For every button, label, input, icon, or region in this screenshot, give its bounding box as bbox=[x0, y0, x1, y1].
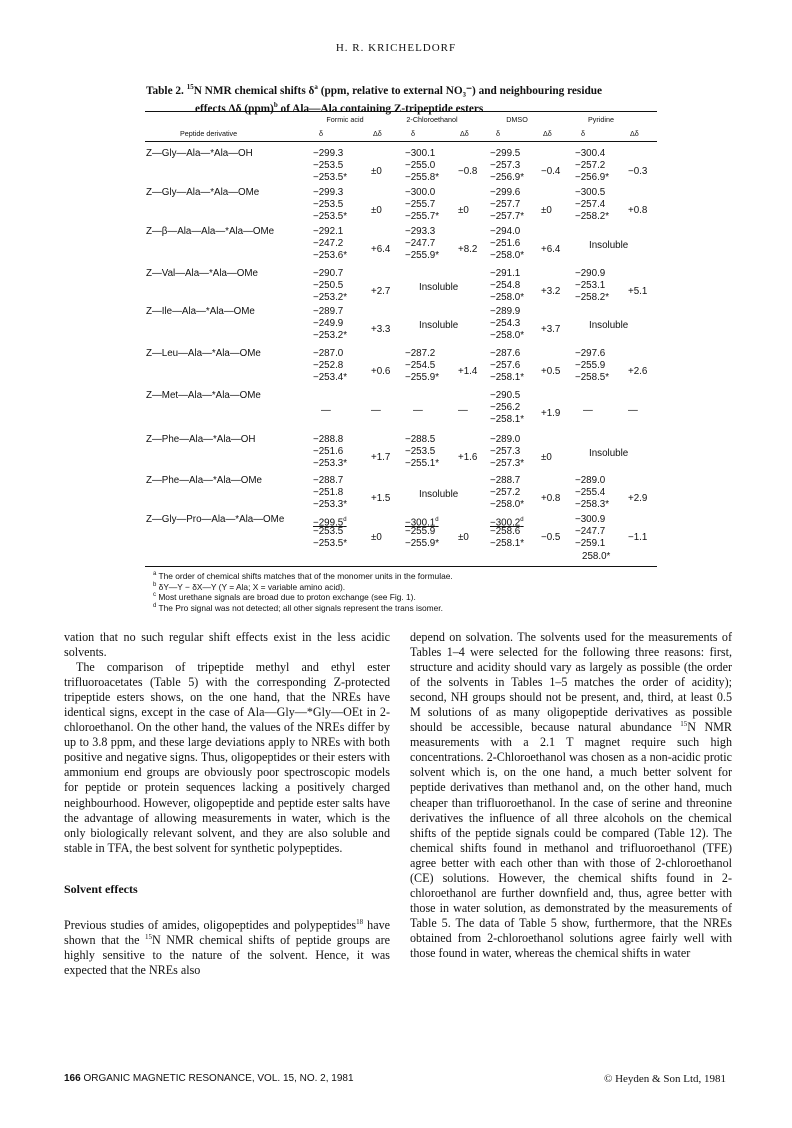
chemical-shift-value: 258.0* bbox=[582, 550, 611, 562]
chemical-shift-value: −255.0 bbox=[405, 160, 436, 172]
chemical-shift-value: −258.0* bbox=[490, 292, 525, 304]
neighbour-effect-value: +2.6 bbox=[628, 365, 648, 377]
chemical-shift-value: −257.3 bbox=[490, 160, 521, 172]
solvent-header: Formic acid bbox=[326, 115, 364, 124]
left-para-2: The comparison of tripeptide methyl and ethyl ester trifluoroacetates (Table 5) with the corresponding Z-protected tripeptide esters shows, on the one hand, that the NREs have identical signs, except in the case of Ala—Gly—*Gly—OEt in 2-chloroethanol. On the other hand, the values of the NREs differ by up to 3.8 ppm, and these large deviations apply to NREs with both positive and negative signs. Thus, oligopeptides or their esters with ammonium end groups are obviously poor spectroscopic models for peptide or protein sequences lacking a positively charged neighbourhood. However, oligopeptide and peptide ester salts have the advantage of allowing measurements in water, which is the only biologically relevant solvent, and they are also soluble and stable in TFA, the best solvent for synthetic polypeptides. bbox=[64, 660, 390, 855]
neighbour-effect-value: +3.2 bbox=[541, 285, 561, 297]
chemical-shift-value: −300.4 bbox=[575, 148, 606, 159]
chemical-shift-value: −300.9 bbox=[575, 514, 606, 525]
neighbour-effect-value: −0.8 bbox=[458, 165, 478, 177]
table-bottom-rule bbox=[145, 566, 657, 567]
neighbour-effect-value: +1.4 bbox=[458, 365, 478, 377]
column-header-delta: δ bbox=[411, 129, 416, 138]
neighbour-effect-value: +1.7 bbox=[371, 451, 391, 463]
footnote-mark: c bbox=[153, 592, 156, 598]
neighbour-effect-value: +0.8 bbox=[628, 204, 648, 216]
chemical-shift-value: −258.1* bbox=[490, 414, 525, 426]
footnote-mark: b bbox=[153, 581, 157, 588]
chemical-shift-value: −288.7 bbox=[313, 475, 344, 486]
chemical-shift-value: −258.2* bbox=[575, 292, 610, 304]
chemical-shift-value: −258.3* bbox=[575, 499, 610, 511]
neighbour-effect-value: −0.5 bbox=[541, 531, 561, 543]
chemical-shift-value: −253.5* bbox=[313, 211, 348, 223]
neighbour-effect-value: +2.7 bbox=[371, 285, 391, 297]
chemical-shift-value: −292.1 bbox=[313, 226, 344, 237]
chemical-shift-value: −253.3* bbox=[313, 458, 348, 470]
chemical-shift-value: −258.5* bbox=[575, 372, 610, 384]
chemical-shift-value: −251.6 bbox=[313, 446, 344, 458]
chemical-shift-value: −300.1$^d$ bbox=[405, 517, 439, 529]
solvent-header: 2-Chloroethanol bbox=[406, 115, 458, 124]
neighbour-effect-value: ±0 bbox=[458, 531, 469, 543]
chemical-shift-value: −290.9 bbox=[575, 268, 606, 279]
chemical-shift-value: −291.1 bbox=[490, 268, 521, 279]
chemical-shift-value: −255.9* bbox=[405, 538, 440, 550]
chemical-shift-value: −258.6 bbox=[490, 526, 521, 538]
chemical-shift-value: −256.2 bbox=[490, 402, 521, 414]
peptide-derivative: Z—Leu—Ala—*Ala—OMe bbox=[146, 348, 261, 359]
running-head: H. R. KRICHELDORF bbox=[335, 42, 457, 54]
section-title: Solvent effects bbox=[64, 881, 138, 896]
chemical-shift-value: −257.3* bbox=[490, 458, 525, 470]
chemical-shift-value: −257.2 bbox=[575, 160, 606, 172]
chemical-shift-value: −255.9 bbox=[575, 360, 606, 372]
neighbour-effect-value: +6.4 bbox=[371, 243, 391, 255]
footnote-mark: d bbox=[153, 602, 157, 609]
insoluble-label: Insoluble bbox=[589, 448, 629, 460]
chemical-shift-value: −299.5$^d$ bbox=[313, 517, 347, 529]
left-column bbox=[64, 630, 390, 978]
chemical-shift-value: −289.0 bbox=[575, 475, 606, 486]
chemical-shift-value: −294.0 bbox=[490, 226, 521, 237]
neighbour-effect-value: +6.4 bbox=[541, 243, 561, 255]
em-dash: — bbox=[458, 405, 468, 417]
chemical-shift-value: −299.5 bbox=[490, 148, 521, 159]
footer-copyright: © Heyden & Son Ltd, 1981 bbox=[603, 1073, 726, 1085]
neighbour-effect-value: +1.5 bbox=[371, 492, 391, 504]
footnote-text: δY—Y − δX—Y (Y = Ala; X = variable amino acid). bbox=[156, 581, 346, 592]
chemical-shift-value: −255.9 bbox=[405, 526, 436, 538]
footnote-text: The order of chemical shifts matches that of the monomer units in the formulae. bbox=[156, 570, 453, 581]
footnote-mark: d bbox=[343, 517, 347, 523]
peptide-derivative: Z—Met—Ala—*Ala—OMe bbox=[146, 390, 261, 401]
chemical-shift-value: −254.3 bbox=[490, 318, 521, 330]
chemical-shift-value: −249.9 bbox=[313, 318, 344, 330]
chemical-shift-value: −287.2 bbox=[405, 348, 436, 359]
chemical-shift-value: −255.9* bbox=[405, 250, 440, 262]
neighbour-effect-value: +8.2 bbox=[458, 243, 478, 255]
neighbour-effect-value: −0.4 bbox=[541, 165, 561, 177]
peptide-derivative: Z—Val—Ala—*Ala—OMe bbox=[146, 268, 258, 279]
chemical-shift-value: −259.1 bbox=[575, 538, 606, 550]
neighbour-effect-value: ±0 bbox=[458, 204, 469, 216]
neighbour-effect-value: +0.6 bbox=[371, 365, 391, 377]
footnote-mark: a bbox=[153, 571, 157, 577]
footnote bbox=[153, 601, 673, 613]
chemical-shift-value: −258.1* bbox=[490, 538, 525, 550]
chemical-shift-value: −290.7 bbox=[313, 268, 344, 279]
chemical-shift-value: −253.6* bbox=[313, 250, 348, 262]
chemical-shift-value: −253.4* bbox=[313, 372, 348, 384]
caption-line-1: Table 2. $^{15}$N NMR chemical shifts $\delta^a$ (ppm, relative to external NO₃⁻) and neighbouring residue bbox=[146, 83, 603, 97]
chemical-shift-value: −247.7 bbox=[575, 526, 606, 538]
peptide-derivative: Z—Gly—Ala—*Ala—OH bbox=[146, 148, 253, 159]
peptide-derivative: Z—β—Ala—Ala—*Ala—OMe bbox=[146, 226, 275, 237]
neighbour-effect-value: ±0 bbox=[541, 204, 552, 216]
chemical-shift-value: −258.0* bbox=[490, 250, 525, 262]
column-header-derivative: Peptide derivative bbox=[180, 129, 238, 138]
chemical-shift-value: −257.6 bbox=[490, 360, 521, 372]
chemical-shift-value: −253.1 bbox=[575, 280, 606, 292]
chemical-shift-value: −253.5 bbox=[405, 446, 436, 458]
neighbour-effect-value: +3.3 bbox=[371, 323, 391, 335]
column-header-delta: δ bbox=[581, 129, 586, 138]
chemical-shift-value: −300.2$^d$ bbox=[490, 517, 524, 529]
insoluble-label: Insoluble bbox=[419, 282, 459, 294]
chemical-shift-value: −255.7 bbox=[405, 199, 436, 211]
chemical-shift-value: −300.0 bbox=[405, 187, 436, 198]
neighbour-effect-value: +1.6 bbox=[458, 451, 478, 463]
chemical-shift-value: −257.7* bbox=[490, 211, 525, 223]
chemical-shift-value: −255.1* bbox=[405, 458, 440, 470]
chemical-shift-value: −254.5 bbox=[405, 360, 436, 372]
chemical-shift-value: −255.8* bbox=[405, 172, 440, 184]
chemical-shift-value: −257.4 bbox=[575, 199, 606, 211]
peptide-derivative: Z—Phe—Ala—*Ala—OH bbox=[146, 434, 256, 445]
chemical-shift-value: −256.9* bbox=[490, 172, 525, 184]
neighbour-effect-value: ±0 bbox=[371, 531, 382, 543]
column-header-delta: δ bbox=[319, 129, 324, 138]
chemical-shift-value: −293.3 bbox=[405, 226, 436, 237]
right-para-1: depend on solvation. The solvents used for the measurements of Tables 1–4 were selected for the following three reasons: first, structure and acidity should vary as largely as possible (the order of the solvents in Tables 1–5 matches the order of acidity); second, NH groups should not be present, and, third, at least 0.5 M solutions of as many oligopeptide derivatives as possible should be accessible, because natural abundance $^{15}$N NMR measurements with a 2.1 T magnet require such high concentrations. 2-Chloroethanol was chosen as a non-acidic protic solvent which is, on the one hand, a much better solvent for peptide derivatives than methanol and, on the other hand, much cheaper than trifluoroethanol. In the case of serine and threonine derivatives the influence of all three alcohols on the chemical shifts of the peptide signals could be compared (Table 12). The chemical shifts found in methanol and trifluoroethanol (TFE) agree better with each other than with those of 2-chloroethanol (CE) solutions. However, the chemical shifts found in 2-chloroethanol are further downfield and, thus, agree better with those in water solution, as demonstrated by the measurements of Table 5. The data of Table 5 show, furthermore, that the NREs obtained from 2-chloroethanol solutions agree fairly well with those found in water, whereas the chemical shifts in water bbox=[410, 630, 732, 960]
peptide-derivative: Z—Gly—Pro—Ala—*Ala—OMe bbox=[146, 514, 285, 525]
neighbour-effect-value: +3.7 bbox=[541, 323, 561, 335]
neighbour-effect-value: ±0 bbox=[371, 204, 382, 216]
chemical-shift-value: −253.5* bbox=[313, 172, 348, 184]
chemical-shift-value: −247.2 bbox=[313, 238, 344, 250]
footnote-mark: d bbox=[435, 517, 439, 523]
chemical-shift-value: −290.5 bbox=[490, 390, 521, 401]
em-dash: — bbox=[321, 405, 331, 417]
chemical-shift-value: −251.6 bbox=[490, 238, 521, 250]
peptide-derivative: Z—Ile—Ala—*Ala—OMe bbox=[146, 306, 255, 317]
footnote-text: The Pro signal was not detected; all other signals represent the trans isomer. bbox=[156, 602, 443, 613]
footnote-mark: d bbox=[520, 517, 524, 523]
em-dash: — bbox=[413, 405, 423, 417]
chemical-shift-value: −257.3 bbox=[490, 446, 521, 458]
chemical-shift-value: −253.3* bbox=[313, 499, 348, 511]
table-header-rule bbox=[145, 141, 657, 142]
chemical-shift-value: −297.6 bbox=[575, 348, 606, 359]
chemical-shift-value: −253.5 bbox=[313, 160, 344, 172]
chemical-shift-value: −300.5 bbox=[575, 187, 606, 198]
chemical-shift-value: −288.5 bbox=[405, 434, 436, 445]
chemical-shift-value: −287.6 bbox=[490, 348, 521, 359]
chemical-shift-value: −247.7 bbox=[405, 238, 436, 250]
chemical-shift-value: −300.1 bbox=[405, 148, 436, 159]
em-dash: — bbox=[371, 405, 381, 417]
peptide-derivative: Z—Gly—Ala—*Ala—OMe bbox=[146, 187, 260, 198]
neighbour-effect-value: +5.1 bbox=[628, 285, 648, 297]
chemical-shift-value: −299.6 bbox=[490, 187, 521, 198]
chemical-shift-value: −256.9* bbox=[575, 172, 610, 184]
chemical-shift-value: −289.9 bbox=[490, 306, 521, 317]
chemical-shift-value: −288.8 bbox=[313, 434, 344, 445]
chemical-shift-value: −258.2* bbox=[575, 211, 610, 223]
chemical-shift-value: −255.9* bbox=[405, 372, 440, 384]
solvent-header: Pyridine bbox=[588, 115, 614, 124]
chemical-shift-value: −257.7 bbox=[490, 199, 521, 211]
neighbour-effect-value: +1.9 bbox=[541, 407, 561, 419]
em-dash: — bbox=[583, 405, 593, 417]
insoluble-label: Insoluble bbox=[589, 320, 629, 332]
chemical-shift-value: −255.7* bbox=[405, 211, 440, 223]
chemical-shift-value: −299.3 bbox=[313, 187, 344, 198]
insoluble-label: Insoluble bbox=[419, 320, 459, 332]
chemical-shift-value: −258.0* bbox=[490, 499, 525, 511]
chemical-shift-value: −252.8 bbox=[313, 360, 344, 372]
neighbour-effect-value: +0.5 bbox=[541, 365, 561, 377]
chemical-shift-value: −251.8 bbox=[313, 487, 344, 499]
solvent-header: DMSO bbox=[506, 115, 528, 124]
neighbour-effect-value: −0.3 bbox=[628, 165, 648, 177]
peptide-derivative: Z—Phe—Ala—*Ala—OMe bbox=[146, 475, 262, 486]
chemical-shift-value: −253.5* bbox=[313, 538, 348, 550]
chemical-shift-value: −258.1* bbox=[490, 372, 525, 384]
chemical-shift-value: −289.7 bbox=[313, 306, 344, 317]
chemical-shift-value: −257.2 bbox=[490, 487, 521, 499]
neighbour-effect-value: +2.9 bbox=[628, 492, 648, 504]
right-column bbox=[410, 630, 732, 961]
chemical-shift-value: −289.0 bbox=[490, 434, 521, 445]
column-header-Delta-delta: Δδ bbox=[543, 129, 552, 138]
chemical-shift-value: −258.0* bbox=[490, 330, 525, 342]
chemical-shift-value: −250.5 bbox=[313, 280, 344, 292]
insoluble-label: Insoluble bbox=[589, 240, 629, 252]
chemical-shift-value: −253.2* bbox=[313, 292, 348, 304]
neighbour-effect-value: +0.8 bbox=[541, 492, 561, 504]
neighbour-effect-value: −1.1 bbox=[628, 531, 648, 543]
caption-line-2: effects Δδ (ppm)$^b$ of Ala—Ala containing Z-tripeptide esters bbox=[195, 100, 484, 115]
left-para-1: vation that no such regular shift effects exist in the less acidic solvents. bbox=[64, 630, 390, 660]
footer-journal: 166 ORGANIC MAGNETIC RESONANCE, VOL. 15, NO. 2, 1981 bbox=[64, 1073, 354, 1084]
insoluble-label: Insoluble bbox=[419, 489, 459, 501]
left-para-3: Previous studies of amides, oligopeptides and polypeptides$^{18}$ have shown that the $^{15}$N NMR chemical shifts of peptide groups are highly sensitive to the nature of the solvent. Hence, it was expected that the NREs also bbox=[64, 917, 390, 977]
chemical-shift-value: −253.5 bbox=[313, 199, 344, 211]
neighbour-effect-value: ±0 bbox=[371, 165, 382, 177]
chemical-shift-value: −254.8 bbox=[490, 280, 521, 292]
chemical-shift-value: −288.7 bbox=[490, 475, 521, 486]
column-header-Delta-delta: Δδ bbox=[373, 129, 382, 138]
column-header-delta: δ bbox=[496, 129, 501, 138]
neighbour-effect-value: ±0 bbox=[541, 451, 552, 463]
footnote-text: Most urethane signals are broad due to proton exchange (see Fig. 1). bbox=[156, 591, 416, 602]
em-dash: — bbox=[628, 405, 638, 417]
chemical-shift-value: −299.3 bbox=[313, 148, 344, 159]
chemical-shift-value: −253.5 bbox=[313, 526, 344, 538]
chemical-shift-value: −253.2* bbox=[313, 330, 348, 342]
table-top-rule bbox=[145, 111, 657, 112]
chemical-shift-value: −255.4 bbox=[575, 487, 606, 499]
column-header-Delta-delta: Δδ bbox=[460, 129, 469, 138]
column-header-Delta-delta: Δδ bbox=[630, 129, 639, 138]
chemical-shift-value: −287.0 bbox=[313, 348, 344, 359]
